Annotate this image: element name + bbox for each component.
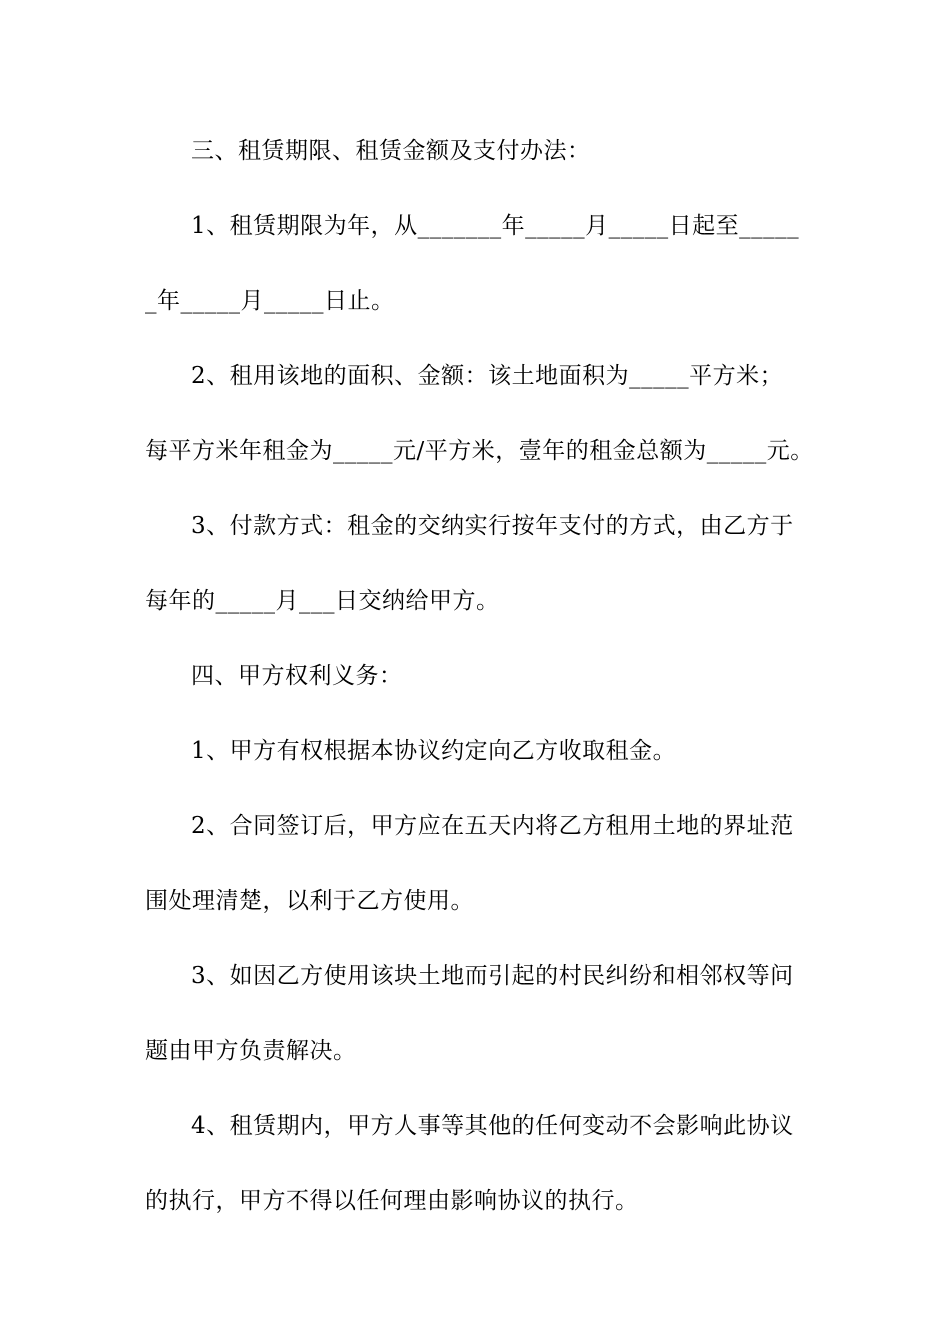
paragraph-line: 题由甲方负责解决。 xyxy=(145,1038,357,1064)
paragraph-line: 1、甲方有权根据本协议约定向乙方收取租金。 xyxy=(191,738,677,764)
paragraph-line: _年_____月_____日止。 xyxy=(145,288,395,314)
paragraph-line: 2、租用该地的面积、金额：该土地面积为_____平方米； xyxy=(191,363,784,389)
section-heading-4: 四、甲方权利义务： xyxy=(191,663,403,689)
paragraph-line: 的执行，甲方不得以任何理由影响协议的执行。 xyxy=(145,1188,639,1214)
paragraph-line: 2、合同签订后，甲方应在五天内将乙方租用土地的界址范 xyxy=(191,813,794,839)
paragraph-line: 围处理清楚，以利于乙方使用。 xyxy=(145,888,474,914)
paragraph-line: 每平方米年租金为_____元/平方米，壹年的租金总额为_____元。 xyxy=(145,438,814,464)
paragraph-line: 每年的_____月___日交纳给甲方。 xyxy=(145,588,500,614)
paragraph-line: 3、付款方式：租金的交纳实行按年支付的方式，由乙方于 xyxy=(191,513,794,539)
section-heading-3: 三、租赁期限、租赁金额及支付办法： xyxy=(191,138,591,164)
paragraph-line: 4、租赁期内，甲方人事等其他的任何变动不会影响此协议 xyxy=(191,1113,794,1139)
paragraph-line: 1、租赁期限为年，从_______年_____月_____日起至_____ xyxy=(191,213,800,239)
paragraph-line: 3、如因乙方使用该块土地而引起的村民纠纷和相邻权等问 xyxy=(191,963,794,989)
